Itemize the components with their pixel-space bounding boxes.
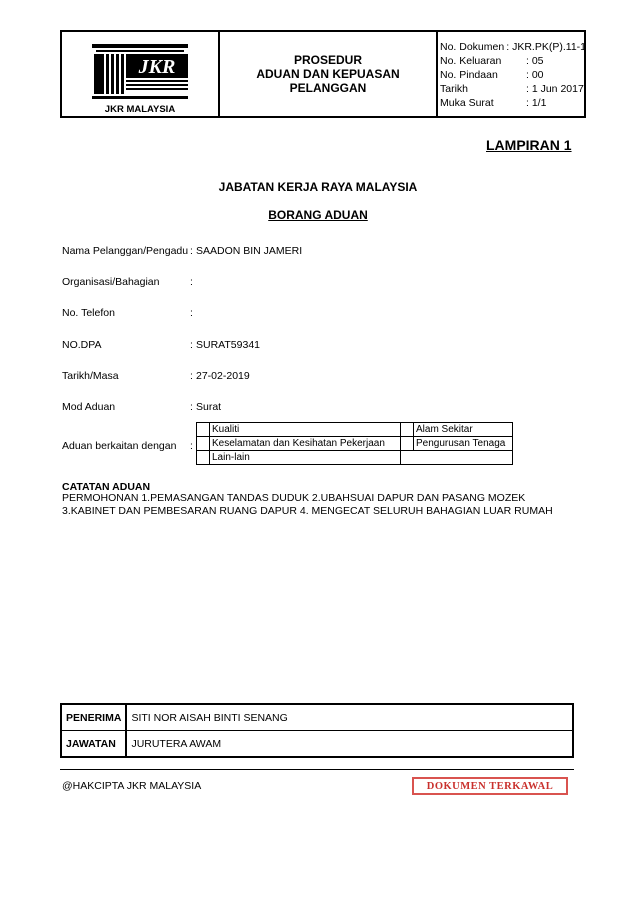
category-label: Kualiti xyxy=(210,423,401,437)
field-organisation xyxy=(62,276,196,288)
footer-divider xyxy=(60,769,574,770)
category-checkbox[interactable] xyxy=(401,423,414,437)
notes-heading: CATATAN ADUAN xyxy=(62,481,151,493)
category-row xyxy=(197,423,513,437)
logo-lettering: JKR xyxy=(138,56,176,78)
procedure-title xyxy=(220,32,438,116)
position-label: JAWATAN xyxy=(61,731,126,758)
category-checkbox[interactable] xyxy=(197,437,210,451)
meta-key: No. Pindaan xyxy=(440,69,498,81)
field-colon: : xyxy=(190,440,193,452)
procedure-title-line: ADUAN DAN KEPUASAN xyxy=(256,67,400,81)
field-telephone xyxy=(62,307,196,319)
meta-key: Tarikh xyxy=(440,83,469,95)
notes-text: PERMOHONAN 1.PEMASANGAN TANDAS DUDUK 2.UBAHSUAI DAPUR DAN PASANG MOZEK xyxy=(62,492,526,504)
meta-key: No. Keluaran xyxy=(440,55,502,67)
category-checkbox[interactable] xyxy=(401,437,414,451)
position-value: JURUTERA AWAM xyxy=(126,731,573,758)
jkr-logo-icon xyxy=(88,40,192,102)
meta-row xyxy=(440,82,586,96)
field-value: Surat xyxy=(196,401,222,413)
appendix-label: LAMPIRAN 1 xyxy=(486,137,572,153)
receiver-row xyxy=(61,704,573,731)
category-label: Lain-lain xyxy=(210,451,401,465)
category-label: Pengurusan Tenaga xyxy=(414,437,513,451)
category-label: Keselamatan dan Kesihatan Pekerjaan xyxy=(210,437,401,451)
category-grid xyxy=(196,422,513,465)
field-label: No. Telefon xyxy=(62,307,115,319)
meta-key: Muka Surat xyxy=(440,97,494,109)
category-empty-cell xyxy=(401,451,513,465)
receiver-table xyxy=(60,703,574,758)
field-colon: : xyxy=(190,245,193,257)
copyright-text: @HAKCIPTA JKR MALAYSIA xyxy=(62,780,202,792)
document-header xyxy=(60,30,586,118)
document-meta xyxy=(440,40,586,110)
meta-value: : JKR.PK(P).11-1 xyxy=(506,41,586,53)
meta-value: : 05 xyxy=(526,55,544,67)
procedure-title-line: PELANGGAN xyxy=(289,81,367,95)
field-colon: : xyxy=(190,401,193,413)
logo-cell xyxy=(62,32,220,116)
field-value: SURAT59341 xyxy=(196,339,261,351)
field-label: Aduan berkaitan dengan xyxy=(62,440,177,452)
meta-value: : 1 Jun 2017 xyxy=(526,83,584,95)
form-title: BORANG ADUAN xyxy=(268,208,368,222)
meta-row xyxy=(440,68,586,82)
position-row xyxy=(61,731,573,758)
meta-key: No. Dokumen xyxy=(440,41,505,53)
controlled-document-stamp: DOKUMEN TERKAWAL xyxy=(412,777,568,795)
field-colon: : xyxy=(190,370,193,382)
field-customer-name xyxy=(62,245,302,257)
meta-row xyxy=(440,40,586,54)
category-checkbox[interactable] xyxy=(197,423,210,437)
procedure-title-line: PROSEDUR xyxy=(293,53,362,67)
field-dpa-number xyxy=(62,339,260,351)
agency-name: JABATAN KERJA RAYA MALAYSIA xyxy=(218,180,418,194)
field-value: 27-02-2019 xyxy=(196,370,250,382)
meta-value: : 1/1 xyxy=(526,97,547,109)
field-colon: : xyxy=(190,307,193,319)
receiver-label: PENERIMA xyxy=(61,704,126,731)
field-value: SAADON BIN JAMERI xyxy=(196,245,303,257)
logo-caption: JKR MALAYSIA xyxy=(104,104,176,115)
meta-row xyxy=(440,96,586,110)
field-label: Tarikh/Masa xyxy=(62,370,119,382)
field-colon: : xyxy=(190,276,193,288)
field-complaint-mode xyxy=(62,401,221,413)
field-label: Organisasi/Bahagian xyxy=(62,276,160,288)
notes-text: 3.KABINET DAN PEMBESARAN RUANG DAPUR 4. MENGECAT SELURUH BAHAGIAN LUAR RUMAH xyxy=(62,505,553,517)
category-row xyxy=(197,437,513,451)
receiver-name: SITI NOR AISAH BINTI SENANG xyxy=(126,704,573,731)
field-related xyxy=(62,440,196,452)
field-label: NO.DPA xyxy=(62,339,102,351)
category-checkbox[interactable] xyxy=(197,451,210,465)
meta-row xyxy=(440,54,586,68)
category-label: Alam Sekitar xyxy=(414,423,513,437)
field-label: Nama Pelanggan/Pengadu xyxy=(62,245,189,257)
category-row xyxy=(197,451,513,465)
field-colon: : xyxy=(190,339,193,351)
meta-value: : 00 xyxy=(526,69,544,81)
field-label: Mod Aduan xyxy=(62,401,116,413)
field-date-time xyxy=(62,370,250,382)
